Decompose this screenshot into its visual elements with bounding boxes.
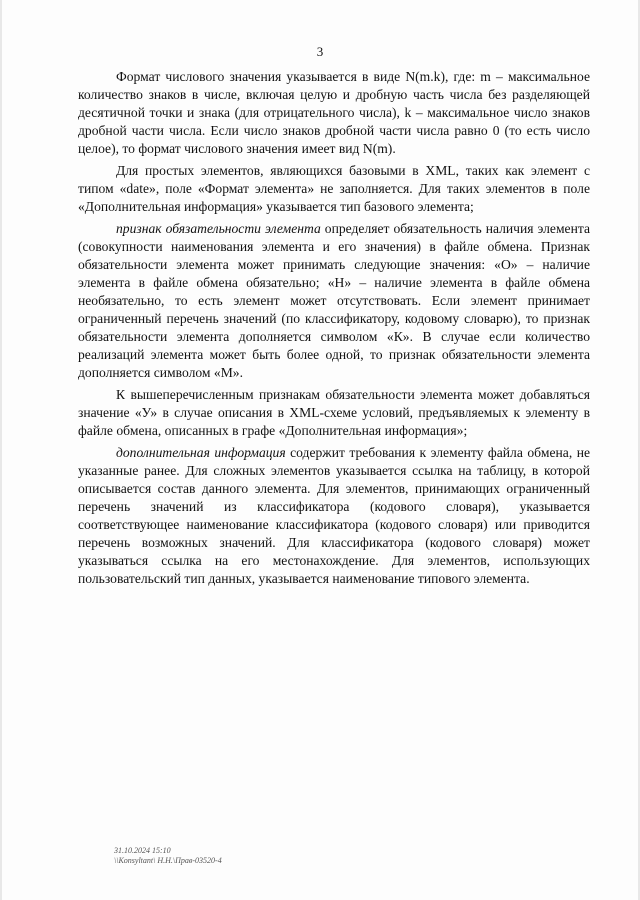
paragraph-text: Для простых элементов, являющихся базовыми в XML, таких как элемент с типом «date», поле «Формат элемента» не заполняется. Для таких элементов в поле «Дополнительная информация» указывается тип базового элемента; (78, 163, 590, 214)
paragraph-text: определяет обязательность наличия элемента (совокупности наименования элемента и его значения) в файле обмена. Признак обязательности элемента может принимать следующие значения: «О» – наличие элемента в файле обмена обязательно; «Н» – наличие элемента в файле обмена необязательно, то есть элемент может отсутствовать. Если элемент принимает ограниченный перечень значений (по классификатору, кодовому словарю), то признак обязательности элемента дополняется символом «К». В случае если количество реализаций элемента может быть более одной, то признак обязательности элемента дополняется символом «М». (78, 221, 590, 380)
footer-file-path: \\Konsyltant\ Н.Н.\Прав-03520-4 (114, 856, 222, 865)
footer-stamp (114, 846, 222, 866)
document-body (78, 68, 590, 592)
paragraph-text: Формат числового значения указывается в виде N(m.k), где: m – максимальное количество знаков в числе, включая целую и дробную часть числа без разделяющей десятичной точки и знака (для отрицательного числа), k – максимальное число знаков дробной части числа. Если число знаков дробной части числа равно 0 (то есть число целое), то формат числового значения имеет вид N(m). (78, 69, 590, 156)
paragraph-additional-info (78, 444, 590, 588)
paragraph-text: К вышеперечисленным признакам обязательности элемента может добавляться значение «У» в случае описания в XML-схеме условий, предъявляемых к элементу в файле обмена, описанных в графе «Дополнительная информация»; (78, 387, 590, 438)
paragraph-simple-elements (78, 162, 590, 216)
paragraph-number-format (78, 68, 590, 158)
paragraph-text: содержит требования к элементу файла обмена, не указанные ранее. Для сложных элементов указывается ссылка на таблицу, в которой описывается состав данного элемента. Для элементов, принимающих ограниченный перечень значений из классификатора (кодового словаря), указывается соответствующее наименование классификатора (кодового словаря) или приводится перечень возможных значений. Для классификатора (кодового словаря) может указываться ссылка на его местонахождение. Для элементов, использующих пользовательский тип данных, указывается наименование типового элемента. (78, 445, 591, 586)
page-left-edge (0, 0, 2, 900)
term-mandatory-flag: признак обязательности элемента (116, 221, 321, 236)
page-number: 3 (316, 44, 324, 59)
term-additional-info: дополнительная информация (116, 445, 286, 460)
paragraph-conditional-flag (78, 386, 590, 440)
paragraph-mandatory-flag (78, 220, 590, 382)
footer-timestamp: 31.10.2024 15:10 (114, 846, 171, 855)
